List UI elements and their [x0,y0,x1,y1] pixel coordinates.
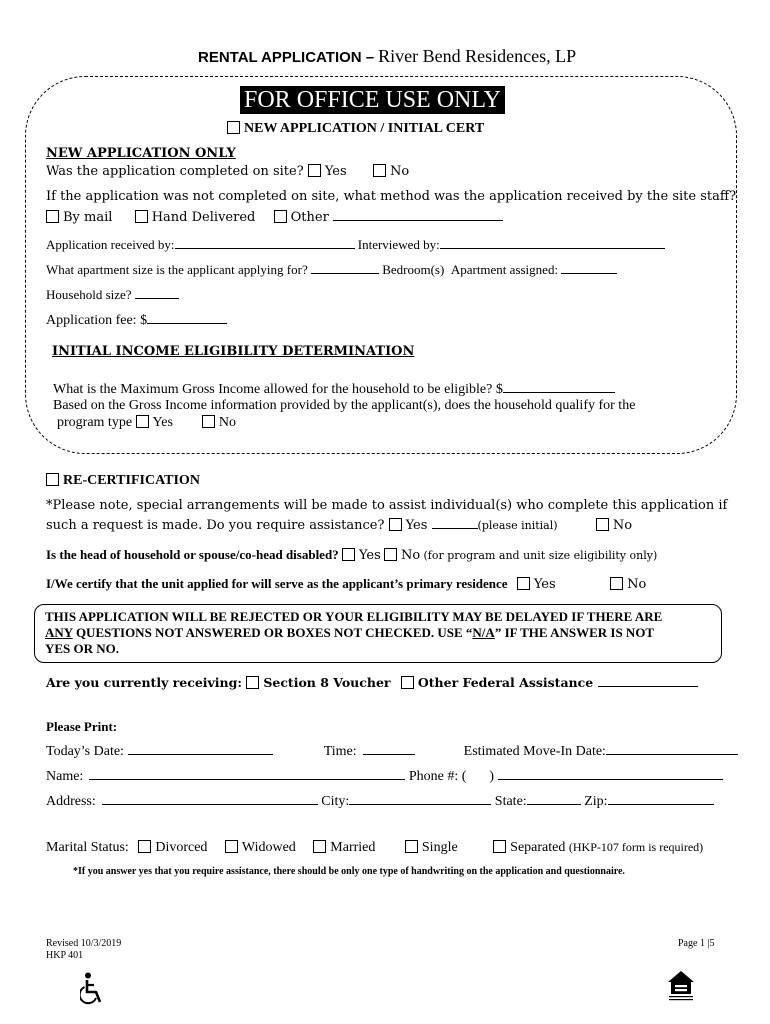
household-size-row [46,286,179,303]
form-id: HKP 401 [46,950,84,961]
move-in-field[interactable] [606,742,738,755]
date-row [46,742,738,760]
recert-checkbox[interactable] [46,473,59,486]
name-label: Name: [46,769,84,784]
widowed-checkbox[interactable] [225,840,238,853]
assistance-question: such a request is made. Do you require assistance? [46,518,385,533]
qualify-question-2: program type [57,415,133,430]
zip-label: Zip: [584,794,608,809]
warning-text [45,609,662,657]
page-title [198,46,576,67]
apt-assigned-field[interactable] [561,261,617,274]
separated-checkbox[interactable] [493,840,506,853]
married-label: Married [330,840,376,855]
warning-line-1: THIS APPLICATION WILL BE REJECTED OR YOUR ELIGIBILITY MAY BE DELAYED IF THERE ARE [45,609,663,624]
interviewed-by-label: Interviewed by: [357,237,440,252]
qualify-row [57,415,236,431]
handwriting-footnote: *If you answer yes that you require assistance, there should be only one type of handwriting on the application and questionnaire. [73,866,625,877]
married-checkbox[interactable] [313,840,326,853]
app-fee-label: Application fee: $ [46,313,148,328]
other-checkbox[interactable] [274,210,287,223]
warning-na: N/A [472,625,495,640]
qualify-yes-label: Yes [152,415,173,430]
phone-field[interactable] [498,767,723,780]
wheelchair-icon [80,972,106,1011]
apt-size-question: What apartment size is the applicant applying for? [46,262,308,277]
single-label: Single [421,840,458,855]
move-in-label: Estimated Move-In Date: [463,744,606,759]
warning-line-3: YES OR NO. [45,641,120,656]
new-app-cert-checkbox[interactable] [227,121,240,134]
max-income-row [53,380,615,398]
please-print-heading: Please Print: [46,719,118,734]
warning-line-2 [45,625,662,641]
disabled-note: (for program and unit size eligibility only) [423,549,658,562]
recert-row [46,473,200,489]
hand-delivered-label: Hand Delivered [151,210,256,225]
onsite-no-label: No [389,164,410,179]
marital-row [46,840,703,856]
title-bold: RENTAL APPLICATION – [198,49,375,66]
disabled-no-label: No [401,548,421,563]
assistance-yes-label: Yes [405,518,428,533]
other-fed-field[interactable] [598,674,698,687]
disabled-no-checkbox[interactable] [384,548,397,561]
disabled-yes-checkbox[interactable] [342,548,355,561]
assistance-no-label: No [612,518,633,533]
max-income-field[interactable] [503,380,615,393]
bedrooms-field[interactable] [311,261,379,274]
hand-delivered-checkbox[interactable] [135,210,148,223]
income-heading: INITIAL INCOME ELIGIBILITY DETERMINATION [52,344,415,359]
other-label: Other [290,210,329,225]
section8-checkbox[interactable] [246,676,259,689]
apt-size-row [46,261,617,278]
qualify-no-checkbox[interactable] [202,415,215,428]
disabled-yes-label: Yes [358,548,381,563]
interviewed-by-field[interactable] [440,236,665,249]
assistance-row [46,516,632,533]
assistance-note-1: *Please note, special arrangements will be made to assist individual(s) who complete this application if [46,498,728,513]
completed-onsite-row [46,164,409,179]
new-app-only-heading: NEW APPLICATION ONLY [46,146,236,161]
onsite-yes-label: Yes [324,164,347,179]
time-label: Time: [323,744,357,759]
office-use-title: FOR OFFICE USE ONLY [240,86,505,114]
name-row [46,767,723,785]
assistance-yes-checkbox[interactable] [389,518,402,531]
divorced-checkbox[interactable] [138,840,151,853]
todays-date-field[interactable] [128,742,273,755]
name-field[interactable] [89,767,405,780]
assistance-initial-field[interactable] [432,516,478,529]
by-mail-label: By mail [63,210,113,225]
received-by-field[interactable] [175,236,355,249]
certify-no-checkbox[interactable] [610,577,623,590]
equal-housing-icon [664,968,698,1007]
certify-statement: I/We certify that the unit applied for will serve as the applicant’s primary residence [46,576,508,591]
apt-assigned-label: Apartment assigned: [450,262,559,277]
onsite-no-checkbox[interactable] [373,164,386,177]
received-by-label: Application received by: [46,237,175,252]
revision-info [46,938,121,962]
certify-yes-checkbox[interactable] [517,577,530,590]
qualify-yes-checkbox[interactable] [136,415,149,428]
phone-close: ) [489,769,495,784]
completed-onsite-question: Was the application completed on site? [46,164,304,179]
separated-note: (HKP-107 form is required) [568,840,704,854]
todays-date-label: Today’s Date: [46,744,124,759]
method-row [46,208,503,225]
revised-date: Revised 10/3/2019 [46,938,122,949]
state-label: State: [494,794,527,809]
new-app-cert-row [227,121,484,137]
other-fed-label: Other Federal Assistance [417,675,594,690]
warning-any: ANY [45,625,73,640]
onsite-yes-checkbox[interactable] [308,164,321,177]
address-field[interactable] [102,792,318,805]
received-row [46,236,665,253]
max-income-question: What is the Maximum Gross Income allowed for the household to be eligible? $ [53,382,503,397]
bedrooms-label: Bedroom(s) [382,262,445,277]
divorced-label: Divorced [155,840,208,855]
receiving-row [46,674,698,690]
qualify-no-label: No [218,415,237,430]
method-question: If the application was not completed on site, what method was the application received by the site staff? [46,189,737,204]
household-size-field[interactable] [135,286,179,299]
warning-line-2-mid: QUESTIONS NOT ANSWERED OR BOXES NOT CHECKED. USE “ [72,625,473,640]
marital-label: Marital Status: [46,840,129,855]
household-size-label: Household size? [46,287,132,302]
title-rest: River Bend Residences, LP [378,46,577,66]
disabled-question: Is the head of household or spouse/co-head disabled? [46,547,339,562]
warning-line-2-end: ” IF THE ANSWER IS NOT [494,625,655,640]
certify-yes-label: Yes [533,577,556,592]
receiving-label: Are you currently receiving: [46,675,242,690]
by-mail-checkbox[interactable] [46,210,59,223]
certify-no-label: No [627,577,647,592]
state-field[interactable] [527,792,581,805]
zip-field[interactable] [608,792,714,805]
assistance-initial-note: (please initial) [477,519,558,532]
other-field[interactable] [333,208,503,221]
assistance-no-checkbox[interactable] [596,518,609,531]
app-fee-field[interactable] [147,311,227,324]
city-label: City: [321,794,350,809]
other-fed-checkbox[interactable] [401,676,414,689]
recert-label: RE-CERTIFICATION [63,473,200,488]
time-field[interactable] [363,742,415,755]
address-label: Address: [46,794,96,809]
new-app-cert-label: NEW APPLICATION / INITIAL CERT [244,121,485,136]
widowed-label: Widowed [241,840,296,855]
address-row [46,792,714,810]
page-number: Page 1 |5 [678,938,715,949]
app-fee-row [46,311,227,329]
phone-label: Phone #: ( [408,769,467,784]
separated-label: Separated [510,840,566,855]
city-field[interactable] [349,792,491,805]
section8-label: Section 8 Voucher [263,675,391,690]
disabled-row [46,547,657,563]
single-checkbox[interactable] [405,840,418,853]
certify-row [46,576,646,592]
qualify-question-1: Based on the Gross Income information provided by the applicant(s), does the household qualify for the [53,398,636,413]
